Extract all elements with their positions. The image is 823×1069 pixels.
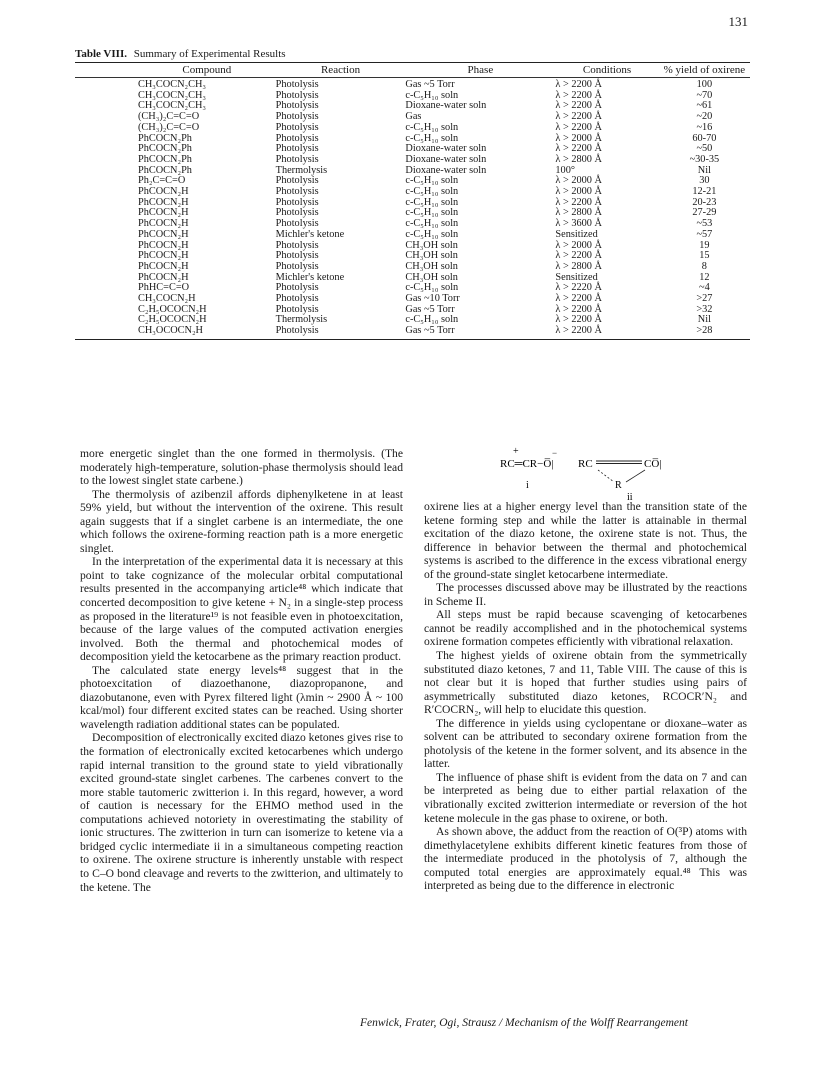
cell-reaction: Photolysis bbox=[275, 186, 319, 198]
cell-phase: c-C₅H₁₀ soln bbox=[405, 132, 459, 144]
cell-yield: ~70 bbox=[696, 89, 713, 101]
cell-reaction: Photolysis bbox=[275, 282, 319, 294]
cell-yield: 27-29 bbox=[692, 207, 717, 219]
paragraph: more energetic singlet than the one formed in thermolysis. (The moderately high-temperature, solution-phase thermolysis should lead to the lowest singlet state carbene.) bbox=[80, 447, 403, 488]
cell-compound: PhCOCN₂H bbox=[138, 218, 189, 230]
header-yield: % yield of oxirene bbox=[663, 64, 746, 76]
cell-compound: CH₃COCN₂H bbox=[138, 293, 196, 305]
cell-reaction: Photolysis bbox=[275, 89, 319, 101]
cell-reaction: Photolysis bbox=[275, 143, 319, 155]
cell-reaction: Photolysis bbox=[275, 207, 319, 219]
table-caption bbox=[75, 48, 286, 60]
paragraph: All steps must be rapid because scavenging of ketocarbenes cannot be readily accomplished and in the photochemical systems oxirene formation competes efficiently with vibrational relaxation. bbox=[424, 608, 747, 649]
scheme-minus: − bbox=[552, 448, 558, 458]
cell-compound: PhCOCN₂Ph bbox=[138, 132, 192, 144]
cell-conditions: Sensitized bbox=[555, 228, 598, 240]
cell-conditions: λ > 2200 Å bbox=[555, 121, 602, 133]
cell-conditions: λ > 3600 Å bbox=[555, 218, 602, 230]
cell-phase: c-C₅H₁₀ soln bbox=[405, 186, 459, 198]
cell-compound: C₂H₅OCOCN₂H bbox=[138, 314, 207, 326]
header-phase: Phase bbox=[467, 64, 494, 76]
cell-reaction: Michler's ketone bbox=[275, 271, 345, 283]
table-row bbox=[75, 123, 750, 134]
cell-compound: CH₃COCN₂CH₃ bbox=[138, 79, 206, 90]
page-number: 131 bbox=[728, 14, 748, 29]
cell-yield: 60-70 bbox=[692, 132, 717, 144]
cell-conditions: λ > 2200 Å bbox=[555, 89, 602, 101]
cell-yield: >32 bbox=[696, 303, 713, 315]
structure-i: RC═CR−O̅| bbox=[500, 458, 554, 470]
cell-conditions: λ > 2200 Å bbox=[555, 111, 602, 123]
scheme-drawing bbox=[500, 446, 730, 503]
cell-conditions: λ > 2200 Å bbox=[555, 196, 602, 208]
cell-conditions: λ > 2800 Å bbox=[555, 207, 602, 219]
cell-conditions: λ > 2200 Å bbox=[555, 143, 602, 155]
cell-conditions: λ > 2000 Å bbox=[555, 239, 602, 251]
cell-reaction: Photolysis bbox=[275, 218, 319, 230]
paragraph: The difference in yields using cyclopentane or dioxane–water as solvent can be attributed to secondary oxirene formation from the photolysis of the ketene in the former solvent, and its absence in the latter. bbox=[424, 716, 747, 771]
cell-conditions: λ > 2800 Å bbox=[555, 260, 602, 272]
structure-ii-right: CO̅| bbox=[644, 458, 662, 470]
cell-compound: PhCOCN₂Ph bbox=[138, 164, 192, 176]
cell-reaction: Photolysis bbox=[275, 293, 319, 305]
header-conditions: Conditions bbox=[582, 64, 632, 76]
cell-compound: PhCOCN₂Ph bbox=[138, 153, 192, 165]
cell-reaction: Photolysis bbox=[275, 175, 319, 187]
cell-reaction: Photolysis bbox=[275, 79, 319, 90]
cell-phase: c-C₅H₁₀ soln bbox=[405, 314, 459, 326]
cell-phase: c-C₅H₁₀ soln bbox=[405, 207, 459, 219]
cell-phase: Gas bbox=[405, 111, 422, 123]
cell-phase: CH₃OH soln bbox=[405, 250, 458, 262]
cell-phase: c-C₅H₁₀ soln bbox=[405, 196, 459, 208]
cell-phase: c-C₅H₁₀ soln bbox=[405, 218, 459, 230]
cell-yield: Nil bbox=[697, 164, 711, 176]
left-text-column bbox=[80, 447, 403, 894]
cell-phase: Dioxane-water soln bbox=[405, 164, 487, 176]
cell-phase: Gas ~5 Torr bbox=[405, 79, 455, 90]
cell-reaction: Photolysis bbox=[275, 239, 319, 251]
cell-reaction: Thermolysis bbox=[275, 314, 328, 326]
cell-yield: ~30-35 bbox=[689, 153, 720, 165]
paragraph: The highest yields of oxirene obtain from the symmetrically substituted diazo ketones, 7 and 11, Table VIII. The cause of this is not clear but it is hoped that further studies using pairs of asymmetrically substituted diazo ketones, RCOCR′N₂ and R′COCRN₂, will help to elucidate this question. bbox=[424, 649, 747, 717]
paragraph: As shown above, the adduct from the reaction of O(³P) atoms with dimethylacetylene exhibits different kinetic features from those of the intermediate produced in the photolysis of 7, although the computed total energies are approximately equal.⁴⁸ This was interpreted as being due to the difference in electronic bbox=[424, 825, 747, 893]
cell-reaction: Photolysis bbox=[275, 260, 319, 272]
bridge-bond-right bbox=[626, 470, 645, 482]
cell-conditions: λ > 2200 Å bbox=[555, 100, 602, 112]
cell-phase: Dioxane-water soln bbox=[405, 143, 487, 155]
cell-conditions: λ > 2200 Å bbox=[555, 293, 602, 305]
cell-compound: PhCOCN₂H bbox=[138, 196, 189, 208]
cell-yield: ~4 bbox=[699, 282, 710, 294]
structure-ii-left: RC bbox=[578, 458, 593, 470]
paragraph: oxirene lies at a higher energy level than the transition state of the ketene forming step and while the latter is attainable in thermal excitation of the diazo ketone, the oxirene state is not. Thus, the difference in behavior between the thermal and photochemical systems is ascribed to the difference in the excess vibrational energy of the ground-state singlet ketocarbene intermediate. bbox=[424, 500, 747, 581]
cell-phase: Gas ~5 Torr bbox=[405, 325, 455, 337]
cell-yield: 100 bbox=[696, 79, 713, 90]
paragraph: The influence of phase shift is evident from the data on 7 and can be interpreted as being due to either partial relaxation of the vibrationally excited zwitterion intermediate or reversion of the hot ketene molecule in the gas phase to oxirene, or both. bbox=[424, 770, 747, 825]
cell-yield: >28 bbox=[696, 325, 713, 337]
table-label: Table VIII. bbox=[75, 48, 127, 60]
paragraph: Decomposition of electronically excited diazo ketones gives rise to the formation of electronically excited ketocarbenes which undergo rapid internal transition to the ground state to yield vibrationally excited ground-state singlet carbenes. The carbenes convert to the more stable tautomeric zwitterion i. In this regard, however, a word of caution is necessary for the EHMO method used in the computations achieved notoriety in overestimating the stability of ionic structures. The zwitterion in turn can isomerize to ketene via a bridged cyclic intermediate ii in a simultaneous competing reaction to oxirene. The oxirene structure is inherently unstable with respect to C–O bond cleavage and reverts to the zwitterion, and ultimately to the ketene. The bbox=[80, 731, 403, 894]
paragraph: The thermolysis of azibenzil affords diphenylketene in at least 59% yield, but without the intervention of the oxirene. This result again suggests that if a singlet carbene is an intermediate, the one which follows the oxirene-forming reaction path is a more energetic singlet. bbox=[80, 487, 403, 555]
paragraph: The processes discussed above may be illustrated by the reactions in Scheme II. bbox=[424, 581, 747, 608]
cell-reaction: Photolysis bbox=[275, 196, 319, 208]
table-row bbox=[75, 230, 750, 241]
cell-conditions: Sensitized bbox=[555, 271, 598, 283]
cell-compound: PhCOCN₂H bbox=[138, 186, 189, 198]
cell-yield: ~20 bbox=[696, 111, 713, 123]
cell-conditions: λ > 2200 Å bbox=[555, 250, 602, 262]
table-row bbox=[75, 78, 750, 91]
cell-yield: 12-21 bbox=[692, 186, 717, 198]
bridge-bond-left bbox=[598, 470, 614, 482]
structure-ii-bottom: R bbox=[615, 480, 622, 491]
cell-yield: 15 bbox=[699, 250, 710, 262]
cell-yield: >27 bbox=[696, 293, 713, 305]
cell-phase: Dioxane-water soln bbox=[405, 153, 487, 165]
cell-yield: 20-23 bbox=[692, 196, 717, 208]
cell-reaction: Photolysis bbox=[275, 132, 319, 144]
cell-reaction: Photolysis bbox=[275, 153, 319, 165]
running-footer: Fenwick, Frater, Ogi, Strausz / Mechanism of the Wolff Rearrangement bbox=[360, 1017, 688, 1029]
cell-reaction: Michler's ketone bbox=[275, 228, 345, 240]
label-ii: ii bbox=[627, 492, 633, 503]
cell-reaction: Photolysis bbox=[275, 325, 319, 337]
cell-compound: PhCOCN₂H bbox=[138, 207, 189, 219]
cell-compound: C₂H₅OCOCN₂H bbox=[138, 303, 207, 315]
cell-compound: PhHC=C=O bbox=[138, 282, 190, 294]
cell-conditions: λ > 2200 Å bbox=[555, 314, 602, 326]
cell-conditions: λ > 2800 Å bbox=[555, 153, 602, 165]
cell-yield: 12 bbox=[699, 271, 710, 283]
cell-compound: PhCOCN₂H bbox=[138, 260, 189, 272]
cell-compound: PhCOCN₂Ph bbox=[138, 143, 192, 155]
zwitterion-scheme bbox=[500, 446, 730, 503]
cell-compound: CH₃COCN₂CH₃ bbox=[138, 89, 206, 101]
table-row bbox=[75, 326, 750, 339]
paragraph: The calculated state energy levels⁴⁸ suggest that in the photoexcitation of diazoethanone, diazopropanone, and diazobutanone, even with Pyrex filtered light (λmin ~ 2900 Å ~ 100 kcal/mol) four different excited states can be reached. Using shorter wavelength radiation additional states can be populated. bbox=[80, 663, 403, 731]
cell-compound: CH₃COCN₂CH₃ bbox=[138, 100, 206, 112]
cell-phase: CH₃OH soln bbox=[405, 260, 458, 272]
cell-phase: Dioxane-water soln bbox=[405, 100, 487, 112]
label-i: i bbox=[526, 480, 529, 491]
cell-compound: PhCOCN₂H bbox=[138, 239, 189, 251]
cell-compound: (CH₃)₂C=C=O bbox=[138, 111, 200, 123]
header-compound: Compound bbox=[182, 64, 232, 76]
cell-conditions: λ > 2200 Å bbox=[555, 325, 602, 337]
cell-compound: PhCOCN₂H bbox=[138, 250, 189, 262]
cell-compound: Ph₂C=C=O bbox=[138, 175, 186, 187]
cell-phase: CH₃OH soln bbox=[405, 239, 458, 251]
scheme-plus: + bbox=[513, 446, 519, 457]
cell-phase: CH₃OH soln bbox=[405, 271, 458, 283]
cell-reaction: Thermolysis bbox=[275, 164, 328, 176]
table-bottom-rule bbox=[75, 339, 750, 340]
cell-conditions: λ > 2000 Å bbox=[555, 132, 602, 144]
cell-yield: Nil bbox=[697, 314, 711, 326]
cell-phase: c-C₅H₁₀ soln bbox=[405, 228, 459, 240]
cell-reaction: Photolysis bbox=[275, 111, 319, 123]
cell-yield: ~61 bbox=[696, 100, 713, 112]
header-reaction: Reaction bbox=[320, 64, 361, 76]
cell-compound: PhCOCN₂H bbox=[138, 228, 189, 240]
cell-phase: c-C₅H₁₀ soln bbox=[405, 121, 459, 133]
cell-phase: c-C₅H₁₀ soln bbox=[405, 89, 459, 101]
table-title: Summary of Experimental Results bbox=[133, 48, 286, 60]
cell-reaction: Photolysis bbox=[275, 100, 319, 112]
cell-reaction: Photolysis bbox=[275, 250, 319, 262]
cell-conditions: λ > 2200 Å bbox=[555, 303, 602, 315]
cell-phase: Gas ~5 Torr bbox=[405, 303, 455, 315]
cell-compound: PhCOCN₂H bbox=[138, 271, 189, 283]
right-text-column bbox=[424, 500, 747, 893]
table-header-row bbox=[75, 63, 750, 77]
cell-conditions: 100° bbox=[555, 164, 575, 176]
cell-conditions: λ > 2000 Å bbox=[555, 186, 602, 198]
cell-yield: 19 bbox=[699, 239, 710, 251]
results-table bbox=[75, 62, 750, 340]
cell-conditions: λ > 2200 Å bbox=[555, 79, 602, 90]
cell-yield: ~57 bbox=[696, 228, 713, 240]
cell-reaction: Photolysis bbox=[275, 121, 319, 133]
cell-phase: Gas ~10 Torr bbox=[405, 293, 460, 305]
cell-yield: 8 bbox=[701, 260, 707, 272]
table-body bbox=[75, 78, 750, 339]
cell-conditions: λ > 2000 Å bbox=[555, 175, 602, 187]
cell-yield: ~53 bbox=[696, 218, 713, 230]
cell-yield: ~16 bbox=[696, 121, 713, 133]
cell-yield: ~50 bbox=[696, 143, 713, 155]
cell-phase: c-C₅H₁₀ soln bbox=[405, 175, 459, 187]
cell-reaction: Photolysis bbox=[275, 303, 319, 315]
cell-phase: c-C₅H₁₀ soln bbox=[405, 282, 459, 294]
cell-compound: (CH₃)₂C=C=O bbox=[138, 121, 200, 133]
paragraph: In the interpretation of the experimental data it is necessary at this point to take cognizance of the molecular orbital computational results presented in the accompanying article⁴⁸ which indicate that concerted decomposition to give ketene + N₂ in a single-step process as proposed in the literature¹⁹ is not feasible even in photoexcitation, because of the large values of the computed activation energies involved. Both the thermal and photochemical modes of decomposition yield the ketocarbene as the primary reaction product. bbox=[80, 555, 403, 664]
cell-compound: CH₃OCOCN₂H bbox=[138, 325, 203, 337]
cell-conditions: λ > 2220 Å bbox=[555, 282, 602, 294]
cell-yield: 30 bbox=[699, 175, 710, 187]
